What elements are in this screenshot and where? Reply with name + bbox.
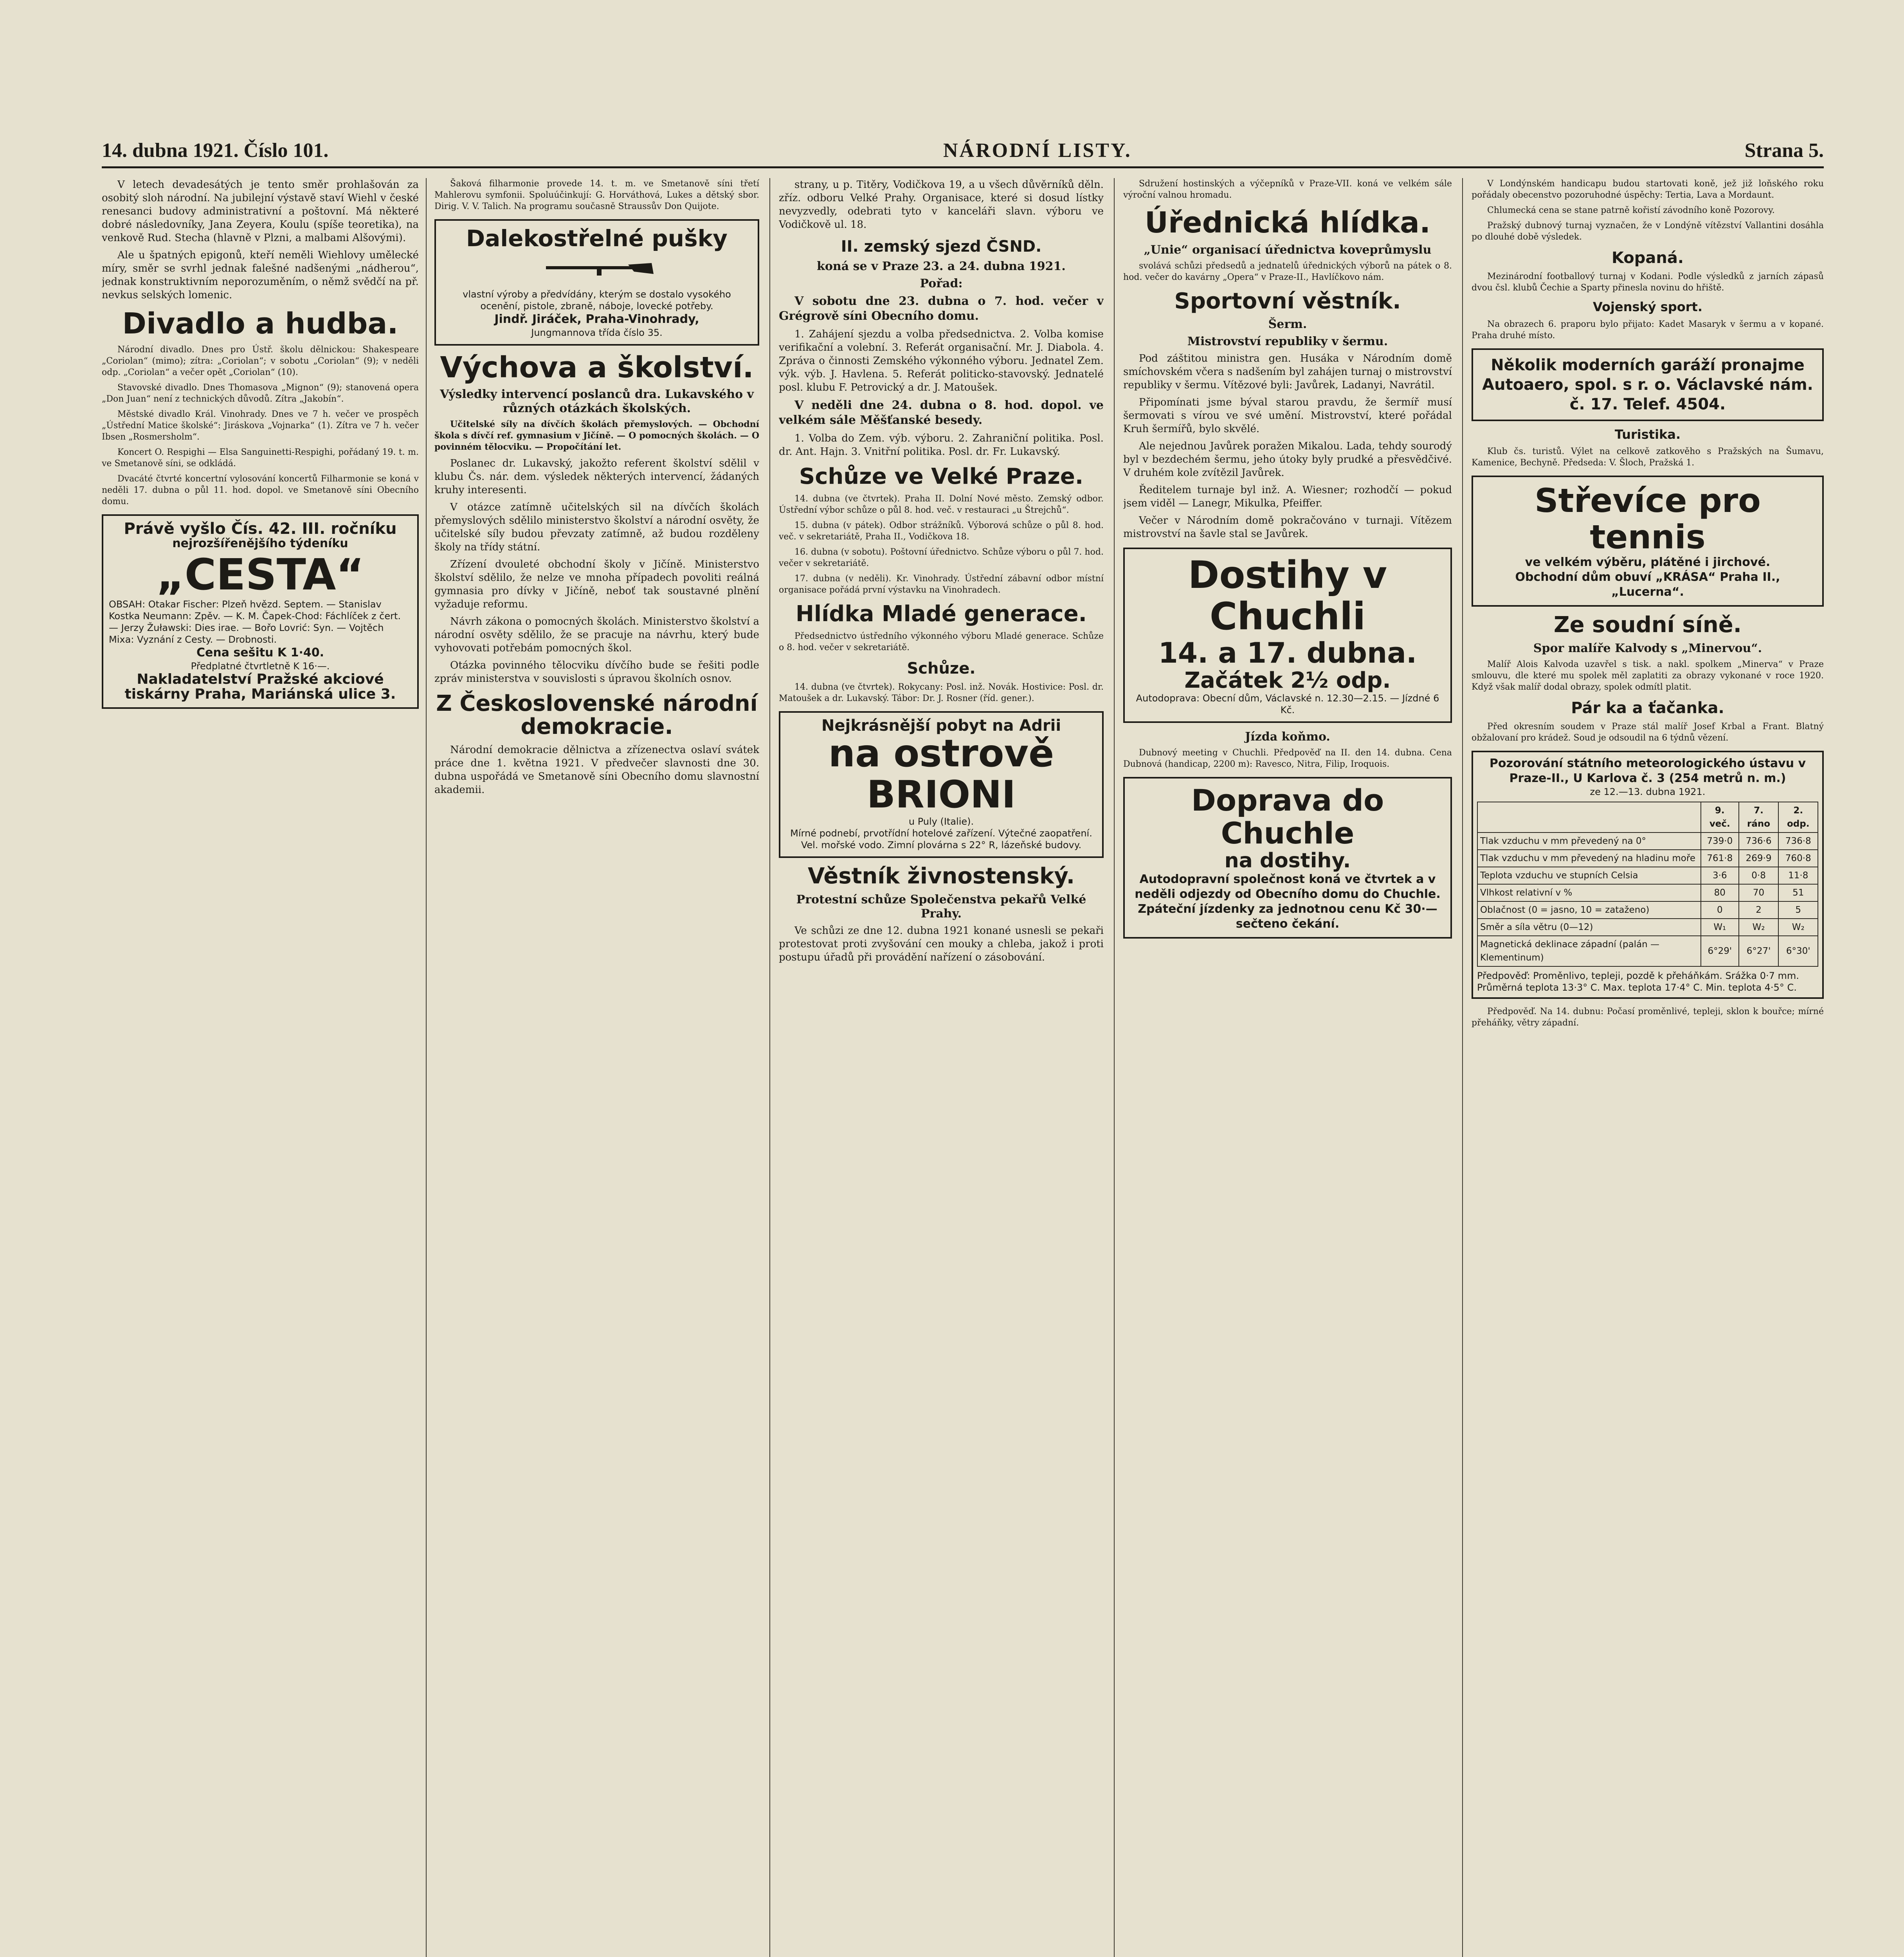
weather-table — [1477, 802, 1818, 967]
article-paragraph: 14. dubna (ve čtvrtek). Rokycany: Posl. inž. Novák. Hostivice: Posl. dr. Matoušek a dr. Lukavský. Tábor: Dr. J. Rosner (říd. gener.). — [779, 682, 1104, 703]
article-paragraph: 1. Zahájení sjezdu a volba předsednictva. 2. Volba komise verifikační a volební. 3. Referát organisační. Mr. J. Diabola. 4. Zpráva o činnosti Zemského výkonného výboru. Jednatel Zem. výk. výb. J. Havlena. 5. Referát politicko-stavovský. Jednatelé posl. klubu F. Petrovický a dr. J. Matoušek. — [779, 328, 1104, 393]
article-paragraph: V neděli dne 24. dubna o 8. hod. dopol. ve velkém sále Měšťanské besedy. — [779, 398, 1104, 427]
ad-subheadline: u Puly (Italie). — [908, 816, 974, 827]
table-cell: 736·6 — [1739, 833, 1779, 850]
article-paragraph: Návrh zákona o pomocných školách. Ministerstvo školství a národní osvěty sdělilo, že se pracuje na návrhu, který bude vyhovovati potřebám pomocných škol. — [434, 616, 759, 654]
column-rule — [426, 178, 427, 1957]
weather-summary: Předpověď: Proměnlivo, tepleji, pozdě k přeháňkám. Srážka 0·7 mm. Průměrná teplota 13·3° C. Max. teplota 17·4° C. Min. teplota 4·5° C. — [1477, 970, 1799, 993]
column-2 — [434, 178, 759, 1957]
section-heading-youth: Hlídka Mladé generace. — [796, 601, 1087, 627]
table-row — [1477, 833, 1818, 850]
section-heading-sausages: Pár ka a ťačanka. — [1571, 699, 1724, 717]
section-heading-sports: Sportovní věstník. — [1174, 288, 1401, 314]
table-cell: 269·9 — [1739, 850, 1779, 867]
table-cell: Tlak vzduchu v mm převedený na 0° — [1477, 833, 1701, 850]
article-paragraph: V letech devadesátých je tento směr prohlašován za osobitý sloh národní. Na jubilejní výstavě staví Wiehl v české renesanci budovy administrativní a poštovní. Má některé dobré následovníky, Jana Zeyera, Koulu (spíše teoretika), na venkově Rud. Stecha (hlavně v Plzni, a malbami Alšovými). — [102, 179, 419, 244]
ad-firm: Jindř. Jiráček, Praha-Vinohrady, — [494, 312, 699, 326]
section-subheading: Pořad: — [920, 277, 963, 290]
article-paragraph: Šaková filharmonie provede 14. t. m. ve Smetanově síni třetí Mahlerovu symfonii. Spoluúčinkují: G. Horváthová, Lukes a dětský sbor. Dirig. V. V. Talich. Na programu současně Straussův Don Quijote. — [434, 179, 759, 211]
ad-price: Cena sešitu K 1·40. — [196, 645, 324, 660]
article-paragraph: Dubnový meeting v Chuchli. Předpověď na II. den 14. dubna. Cena Dubnová (handicap, 2200 m): Ravesco, Nitra, Filip, Iroquois. — [1123, 748, 1452, 769]
article-paragraph: Chlumecká cena se stane patrně kořistí závodního koně Pozorovy. — [1487, 205, 1775, 215]
table-row — [1477, 867, 1818, 884]
column-rule — [1114, 178, 1115, 1957]
table-cell: 2 — [1739, 901, 1779, 919]
table-cell: W₂ — [1778, 919, 1818, 936]
section-heading-congress: II. zemský sjezd ČSND. — [841, 238, 1042, 256]
section-subheading: Mistrovství republiky v šermu. — [1187, 335, 1388, 349]
table-header-cell — [1477, 802, 1701, 833]
article-paragraph: strany, u p. Titěry, Vodičkova 19, a u všech důvěrníků děln. zříz. odboru Velké Prahy. Organisace, které si dosud lístky nevyzvedly, odebrati tyto v kanceláři slavn. výboru ve Vodičkově ul. 18. — [779, 179, 1104, 231]
table-row — [1477, 850, 1818, 867]
column-rule — [769, 178, 770, 1957]
article-paragraph: V sobotu dne 23. dubna o 7. hod. večer v Grégrově síni Obecního domu. — [779, 294, 1104, 323]
article-paragraph: Předsednictvo ústředního výkonného výboru Mladé generace. Schůze o 8. hod. večer v sekretariátě. — [779, 631, 1104, 652]
table-cell: 6°27' — [1739, 936, 1779, 966]
article-paragraph: Na obrazech 6. praporu bylo přijato: Kadet Masaryk v šermu a v kopané. Praha druhé místo. — [1472, 319, 1824, 341]
column-rule — [1462, 178, 1463, 1957]
issue-date: 14. dubna 1921. Číslo 101. — [102, 139, 329, 162]
section-heading-schuze: Schůze. — [907, 659, 976, 678]
table-cell: 51 — [1778, 884, 1818, 901]
table-cell: 739·0 — [1701, 833, 1739, 850]
table-cell: 0 — [1701, 901, 1739, 919]
ad-body: Několik moderních garáží pronajme Autoaero, spol. s r. o. Václavské nám. č. 17. Telef. 4504. — [1482, 356, 1813, 413]
article-paragraph: Pod záštitou ministra gen. Husáka v Národním domě smíchovském včera s nadšením byl zahájen turnaj o mistrovství republiky v šermu. Vítězové byli: Javůrek, Ladanyi, Navrátil. — [1123, 353, 1452, 391]
ad-subheadline: na dostihy. — [1224, 849, 1351, 872]
table-cell: Tlak vzduchu v mm převedený na hladinu moře — [1477, 850, 1701, 867]
section-subheading: koná se v Praze 23. a 24. dubna 1921. — [817, 259, 1066, 273]
section-heading-meetings: Schůze ve Velké Praze. — [799, 464, 1084, 489]
table-header-cell: 2. odp. — [1778, 802, 1818, 833]
article-paragraph: Připomínati jsme býval starou pravdu, že šermíř musí šermovati s vírou ve své umění. Mistrovství, které pořádal Kruh šermířů, bylo skvělé. — [1123, 396, 1452, 435]
newspaper-title: NÁRODNÍ LISTY. — [943, 139, 1132, 162]
article-paragraph: svolává schůzi předsedů a jednatelů úřednických výborů na pátek o 8. hod. večer do kavárny „Opera“ v Praze-II., Havlíčkovo nám. — [1123, 261, 1452, 282]
ad-firm: Obchodní dům obuví „KRÁSA“ Praha II., „Lucerna“. — [1515, 570, 1780, 599]
article-paragraph: Městské divadlo Král. Vinohrady. Dnes ve 7 h. večer ve prospěch „Ústřední Matice školské“: Jiráskova „Vojnarka“ (1). Zítra ve 7 h. večer Ibsen „Rosmersholm“. — [102, 409, 419, 442]
advertisement-cesta — [102, 514, 419, 709]
table-cell: Magnetická deklinace západní (palán — Klementinum) — [1477, 936, 1701, 966]
article-paragraph: Ale u špatných epigonů, kteří neměli Wiehlovy umělecké míry, směr se svrhl jednak falešné nadšenými „nádherou“, jednak konstruktivním neporozuměním, o němž svědčí na př. nevkus selských lomenic. — [102, 249, 419, 301]
table-row — [1477, 884, 1818, 901]
table-cell: 0·8 — [1739, 867, 1779, 884]
ad-headline: Nejkrásnější pobyt na Adrii — [821, 716, 1061, 735]
article-paragraph: 16. dubna (v sobotu). Poštovní úřednictvo. Schůze výboru o půl 7. hod. večer v sekretariátě. — [779, 547, 1104, 568]
advertisement-transport — [1123, 777, 1452, 938]
article-paragraph: 17. dubna (v neděli). Kr. Vinohrady. Ústřední zábavní odbor místní organisace pořádá první výstavku na Vinohradech. — [779, 573, 1104, 595]
article-paragraph: 15. dubna (v pátek). Odbor strážníků. Výborová schůze o půl 8. hod. več. v sekretariátě, Praha II., Vodičkova 18. — [779, 520, 1104, 542]
ad-big-title: na ostrově BRIONI — [828, 731, 1054, 817]
ad-publisher: Nakladatelství Pražské akciové tiskárny Praha, Mariánská ulice 3. — [124, 671, 396, 702]
column-5 — [1472, 178, 1824, 1957]
ad-subheadline: ve velkém výběru, plátěné i jirchové. — [1525, 555, 1771, 569]
table-cell: W₁ — [1701, 919, 1739, 936]
article-paragraph: Národní divadlo. Dnes pro Ústř. školu dělnickou: Shakespeare „Coriolan“ (mimo); zítra: „Coriolan“; v sobotu „Coriolan“ (9); v neděli odp. „Coriolan“ a večer opět „Coriolan“ (10). — [102, 344, 419, 377]
article-paragraph: Učitelské síly na dívčích školách přemyslových. — Obchodní škola s dívčí ref. gymnasium v Jičíně. — O pomocných školách. — O povinném tělocviku. — Propočítání let. — [434, 419, 759, 452]
article-paragraph: V Londýnském handicapu budou startovati koně, jež již loňského roku pořádaly obecenstvo pozoruhodné úspěchy: Tertia, Lava a Mordaunt. — [1472, 179, 1824, 200]
ad-headline: Dalekostřelné pušky — [466, 225, 728, 252]
table-row — [1477, 919, 1818, 936]
weather-title: Pozorování státního meteorologického ústavu v Praze-II., U Karlova č. 3 (254 metrů n. m.) — [1489, 756, 1806, 785]
ad-dates: 14. a 17. dubna. — [1158, 636, 1417, 669]
section-heading-football: Kopaná. — [1611, 249, 1684, 267]
article-paragraph: Stavovské divadlo. Dnes Thomasova „Mignon“ (9); stanovená opera „Don Juan“ není z technických důvodů. Zítra „Jakobín“. — [102, 382, 419, 404]
article-paragraph: Ve schůzi ze dne 12. dubna 1921 konané usnesli se pekaři protestovat proti zvyšování cen mouky a chleba, jakož i proti postupu úřadů při provádění nařízení o zásobování. — [779, 924, 1104, 963]
section-subheading: Šerm. — [1268, 317, 1307, 332]
article-paragraph: V otázce zatímně učitelských sil na dívčích školách přemyslových sdělilo ministerstvo školství a národní osvěty, že učitelské síly budou převzaty zatímně, až budou rozděleny školy na třídy státní. — [434, 501, 759, 553]
article-paragraph: Zřízení dvouleté obchodní školy v Jičíně. Ministerstvo školství sdělilo, že nelze ve mnoha případech povoliti reálná gymnasia pro dívky v Jičíně, neboť tak soustavné plnění vyžaduje reformu. — [434, 559, 759, 611]
table-cell: 11·8 — [1778, 867, 1818, 884]
masthead — [102, 139, 1824, 168]
table-row — [1477, 901, 1818, 919]
table-cell: 6°30' — [1778, 936, 1818, 966]
weather-date: ze 12.—13. dubna 1921. — [1590, 786, 1706, 797]
section-heading-military-sport: Vojenský sport. — [1593, 299, 1702, 314]
column-4 — [1123, 178, 1452, 1957]
table-cell: Vlhkost relativní v % — [1477, 884, 1701, 901]
article-paragraph: Mezinárodní footballový turnaj v Kodani. Podle výsledků z jarních zápasů dvou čsl. klubů Čechie a Sparty přinesla novinu do hřiště. — [1472, 272, 1824, 293]
article-paragraph: Otázka povinného tělocviku dívčího bude se řešiti podle zpráv ministerstva v souvislosti s úpravou školních osnov. — [434, 660, 759, 685]
table-cell: 80 — [1701, 884, 1739, 901]
table-cell: Oblačnost (0 = jasno, 10 = zataženo) — [1477, 901, 1701, 919]
article-paragraph: Malíř Alois Kalvoda uzavřel s tisk. a nakl. spolkem „Minerva“ v Praze smlouvu, dle které mu spolek měl zaplatiti za obrazy vykonané v roce 1920. Když však malíř dodal obrazy, spolek odmítl platit. — [1472, 659, 1824, 692]
column-3 — [779, 178, 1104, 1957]
ad-address: Jungmannova třída číslo 35. — [531, 327, 663, 338]
ad-body: vlastní výroby a předvídány, kterým se dostalo vysokého ocenění, pistole, zbraně, náboje, lovecké potřeby. — [463, 288, 731, 312]
section-heading-education: Výchova a školství. — [440, 350, 754, 384]
table-cell: 6°29' — [1701, 936, 1739, 966]
advertisement-rifles — [434, 219, 759, 346]
article-paragraph: Pražský dubnový turnaj vyznačen, že v Londýně vítězství Vallantini dosáhla po dlouhé době výsledek. — [1472, 221, 1824, 242]
article-paragraph: Poslanec dr. Lukavský, jakožto referent školství sdělil v klubu Čs. nár. dem. výsledek některých intervencí, žádaných kruhy interesenti. — [434, 458, 759, 496]
advertisement-tennis-shoes — [1472, 476, 1824, 607]
table-cell: Směr a síla větru (0—12) — [1477, 919, 1701, 936]
section-heading-court: Ze soudní síně. — [1553, 612, 1742, 638]
weather-observations — [1472, 751, 1824, 999]
ad-headline: Doprava do Chuchle — [1191, 783, 1384, 851]
section-heading-party: Z Československé národní demokracie. — [436, 691, 758, 740]
article-paragraph: Sdružení hostinských a výčepníků v Praze-VII. koná ve velkém sále výroční valnou hromadu. — [1123, 179, 1452, 200]
table-cell: 5 — [1778, 901, 1818, 919]
table-cell: 761·8 — [1701, 850, 1739, 867]
table-header-cell: 7. ráno — [1739, 802, 1779, 833]
column-1 — [102, 178, 419, 1957]
rifle-illustration — [538, 254, 656, 282]
article-paragraph: 1. Volba do Zem. výb. výboru. 2. Zahraniční politika. Posl. dr. Ant. Hajn. 3. Vnitřní politika. Posl. dr. Fr. Lukavský. — [779, 432, 1104, 458]
article-paragraph: Klub čs. turistů. Výlet na celkově zatkověho s Pražských na Šumavu, Kamenice, Bechyně. Předseda: V. Šloch, Pražská 1. — [1472, 447, 1824, 468]
table-cell: 736·8 — [1778, 833, 1818, 850]
ad-headline: Dostihy v Chuchli — [1188, 553, 1387, 639]
ad-headline: Střevíce pro tennis — [1535, 481, 1761, 556]
table-cell: 70 — [1739, 884, 1779, 901]
ad-body: Autodoprava: Obecní dům, Václavské n. 12.30—2.15. — Jízdné 6 Kč. — [1136, 693, 1439, 716]
table-row — [1477, 936, 1818, 966]
section-subheading: Výsledky intervencí poslanců dra. Lukavského v různých otázkách školských. — [440, 387, 754, 416]
table-header-cell: 9. več. — [1701, 802, 1739, 833]
article-paragraph: Koncert O. Respighi — Elsa Sanguinetti-Respighi, pořádaný 19. t. m. ve Smetanově síni, se odkládá. — [102, 447, 419, 469]
ad-body: Autodopravní společnost koná ve čtvrtek a v neděli odjezdy od Obecního domu do Chuchle. Zpáteční jízdenky za jednotnou cenu Kč 30·— sečteno čekání. — [1135, 872, 1441, 931]
ad-body: Mírné podnebí, prvotřídní hotelové zařízení. Výtečné zaopatření. Vel. mořské vodo. Zimní plovárna s 22° R, lázeňské budovy. — [790, 827, 1092, 851]
section-heading-theatre: Divadlo a hudba. — [122, 307, 398, 341]
section-subheading: Spor malíře Kalvody s „Minervou“. — [1533, 641, 1762, 655]
table-cell: W₂ — [1739, 919, 1779, 936]
ad-body: OBSAH: Otakar Fischer: Plzeň hvězd. Septem. — Stanislav Kostka Neumann: Zpěv. — K. M. Čapek-Chod: Fáchlíček z čert. — Jerzy Žuławski: Dies irae. — Bořo Lovrić: Syn. — Vojtěch Mixa: Vyznání z Cesty. — Drobnosti. — [109, 598, 401, 645]
article-paragraph: Předpověď. Na 14. dubnu: Počasí proměnlivé, tepleji, sklon k bouřce; mírné přeháňky, větry západní. — [1472, 1006, 1824, 1028]
ad-time: Začátek 2½ odp. — [1184, 667, 1391, 693]
article-paragraph: Ředitelem turnaje byl inž. A. Wiesner; rozhodčí — pokud jsem viděl — Lanegr, Mikulka, Pfeiffer. — [1123, 484, 1452, 510]
ad-subscription: Předplatné čtvrtletně K 16·—. — [191, 660, 330, 672]
page-number: Strana 5. — [1744, 139, 1824, 162]
advertisement-brioni — [779, 711, 1104, 858]
advertisement-races — [1123, 548, 1452, 723]
table-cell: 760·8 — [1778, 850, 1818, 867]
article-paragraph: Dvacáté čtvrté koncertní vylosování koncertů Filharmonie se koná v neděli 17. dubna o půl 11. hod. dopol. ve Smetanově síni Obecního domu. — [102, 474, 419, 506]
section-subheading: „Unie“ organisací úřednictva koveprůmyslu — [1144, 243, 1432, 257]
section-subheading: Jízda koňmo. — [1245, 730, 1330, 744]
ad-headline: Právě vyšlo Čís. 42. III. ročníku — [124, 519, 397, 538]
article-paragraph: Před okresním soudem v Praze stál malíř Josef Krbal a Frant. Blatný obžalovaní pro krádež. Soud je odsoudil na 6 týdnů vězení. — [1472, 721, 1824, 743]
table-cell: 3·6 — [1701, 867, 1739, 884]
section-heading-tourism: Turistika. — [1614, 427, 1681, 442]
table-header-row — [1477, 802, 1818, 833]
ad-name: „CESTA“ — [156, 549, 364, 600]
table-cell: Teplota vzduchu ve stupních Celsia — [1477, 867, 1701, 884]
section-heading-officials: Úřednická hlídka. — [1144, 206, 1431, 240]
section-heading-trade: Věstník živnostenský. — [808, 863, 1075, 889]
article-paragraph: Národní demokracie dělnictva a zřízenectva oslaví svátek práce dne 1. května 1921. V předvečer slavnosti dne 30. dubna uspořádá ve Smetanově síni Obecního domu slavnostní akademii. — [434, 744, 759, 796]
advertisement-garages — [1472, 348, 1824, 421]
article-paragraph: Večer v Národním domě pokračováno v turnaji. Vítězem mistrovství na šavle stal se Javůrek. — [1123, 515, 1452, 540]
article-paragraph: 14. dubna (ve čtvrtek). Praha II. Dolní Nové město. Zemský odbor. Ústřední výbor schůze o půl 8. hod. več. v restauraci „u Štrejchů“. — [779, 494, 1104, 515]
ad-subheadline: nejrozšířenějšího týdeníku — [172, 536, 348, 550]
article-paragraph: Ale nejednou Javůrek poražen Mikalou. Lada, tehdy sourodý byl v bezdechém šermu, jeho útoky byly prudké a přesvědčivé. V druhém kole zvítězil Javůrek. — [1123, 440, 1452, 479]
section-subheading: Protestní schůze Společenstva pekařů Velké Prahy. — [796, 892, 1086, 921]
